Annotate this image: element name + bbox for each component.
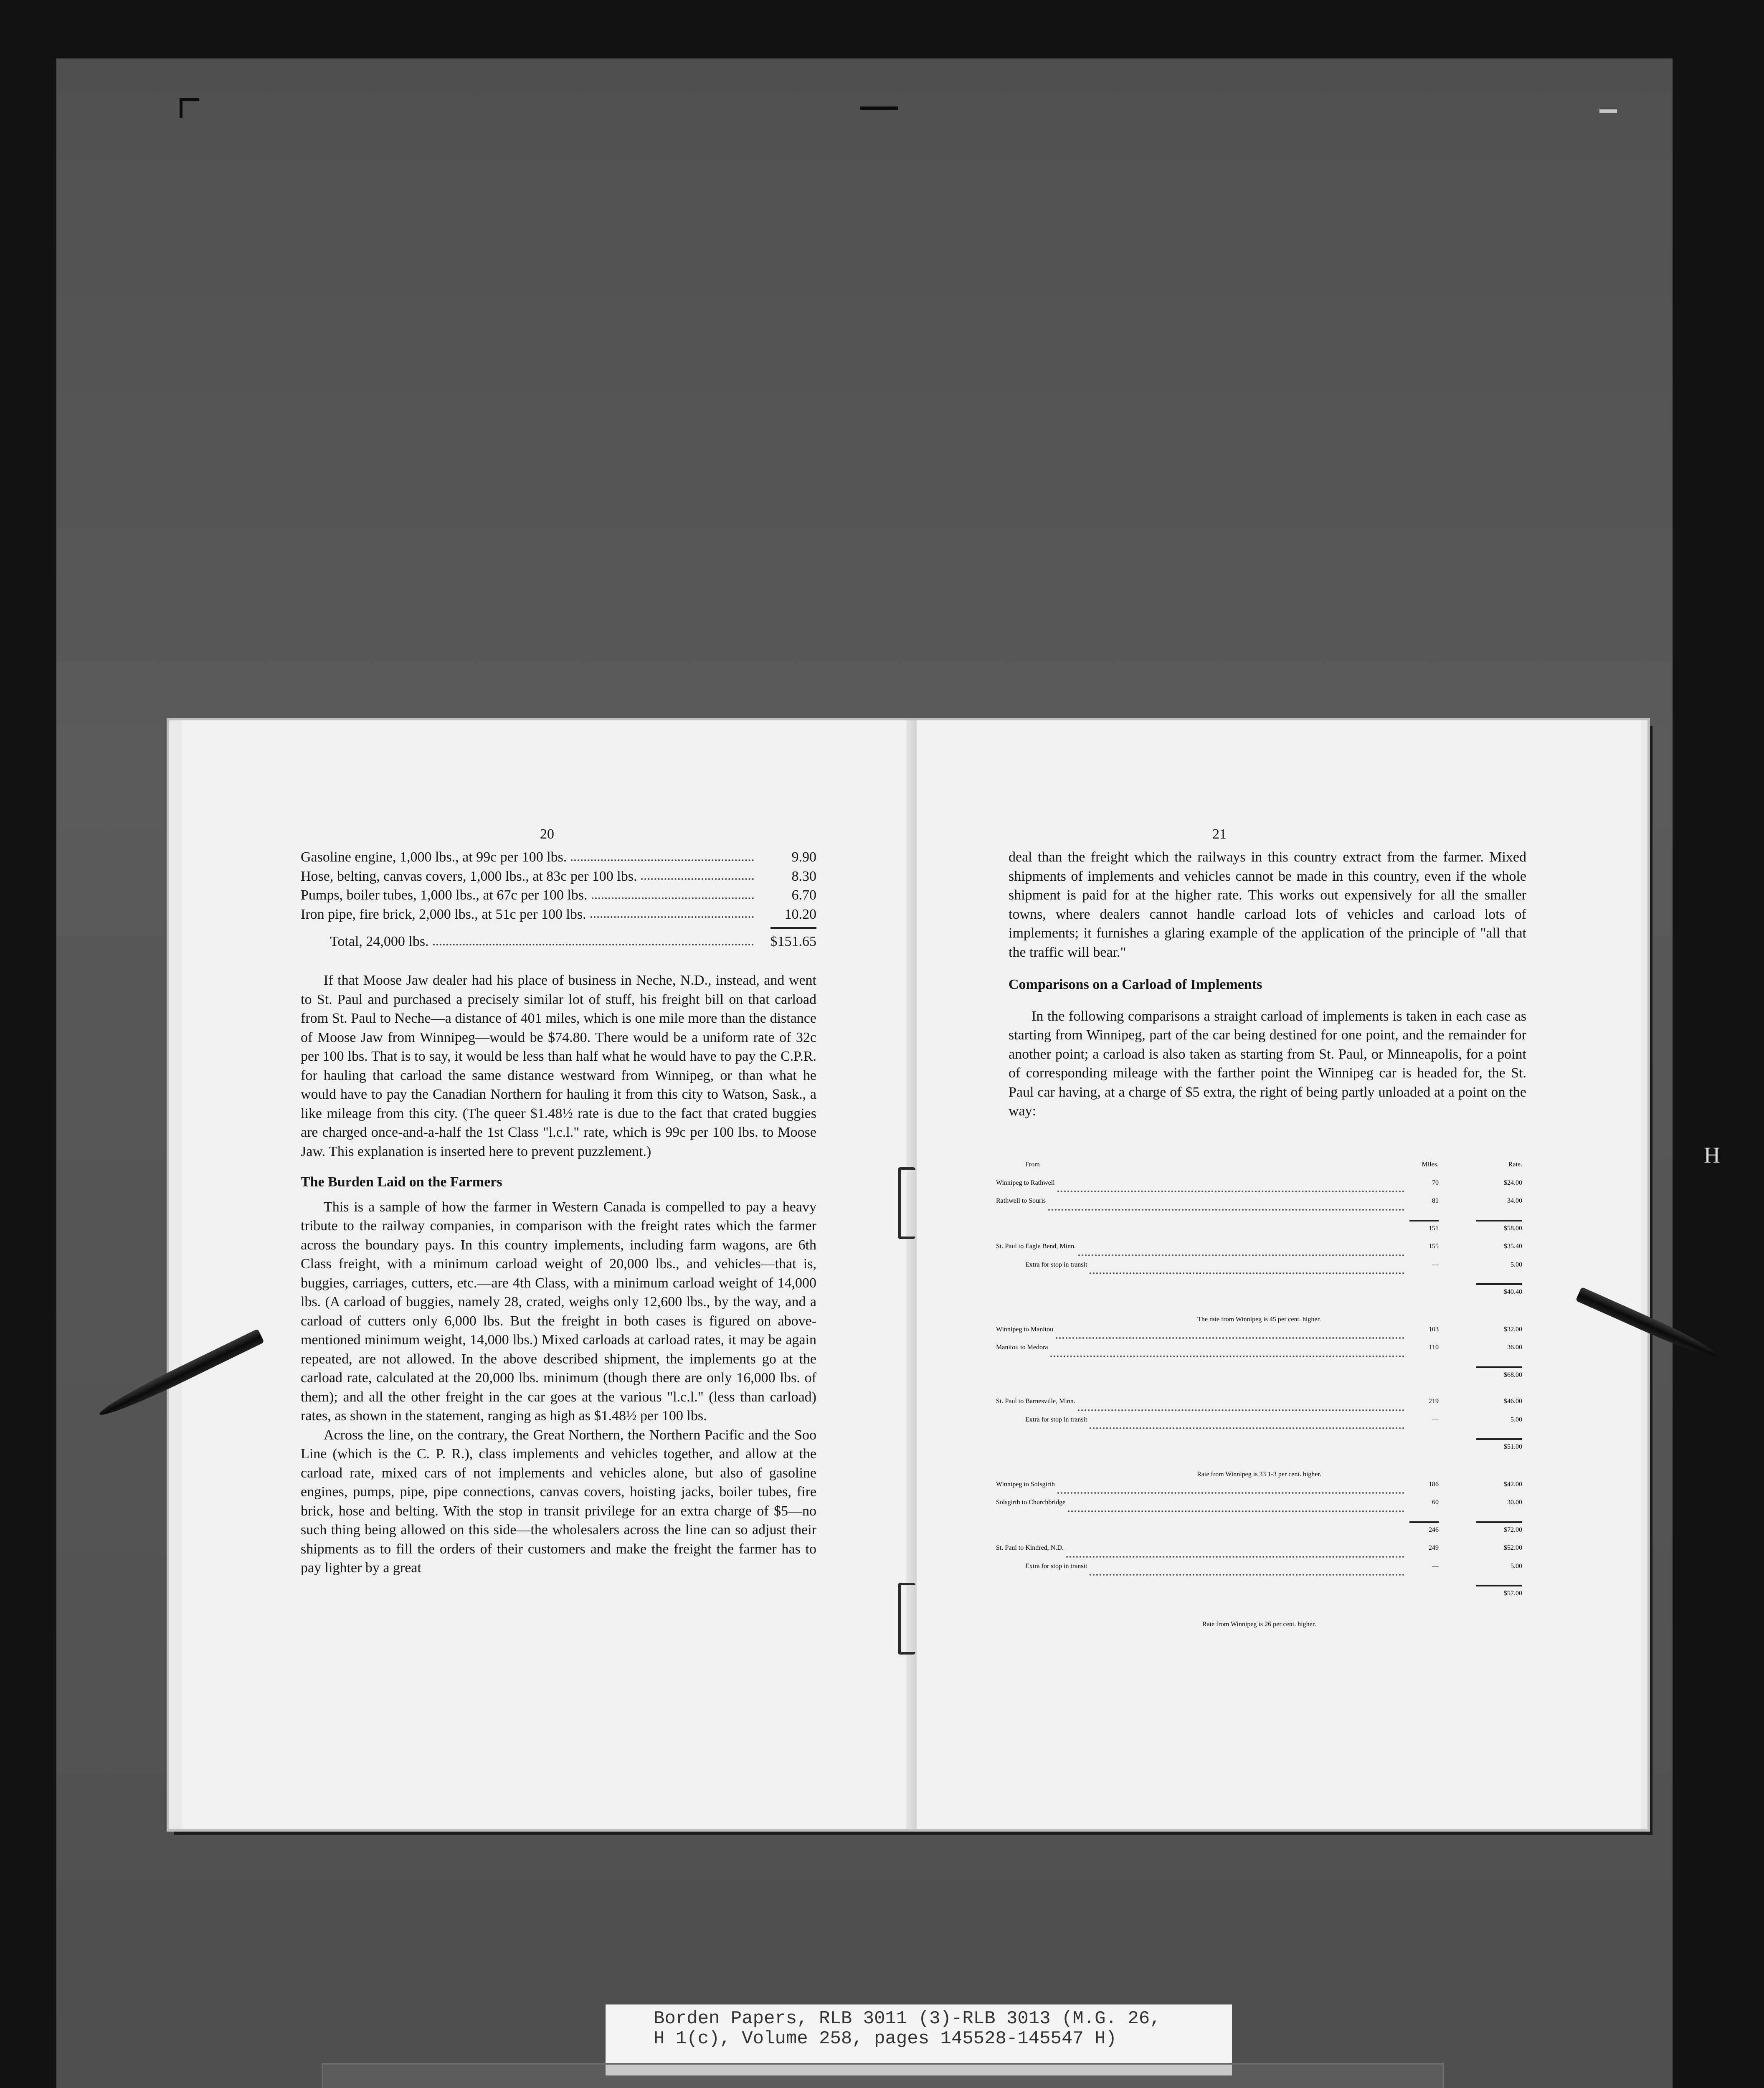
sum-rule <box>996 1279 1522 1288</box>
total-row: $51.00 <box>1504 1443 1522 1450</box>
film-dash-mark <box>860 106 898 110</box>
film-edge-mark <box>1599 109 1617 113</box>
table-row: Winnipeg to Manitou 103 $32.00 <box>996 1326 1522 1344</box>
list-item: Iron pipe, fire brick, 2,000 lbs., at 51c per 100 lbs. 10.20 <box>301 905 816 924</box>
freight-list <box>301 848 816 951</box>
section-heading: Comparisons on a Carload of Implements <box>1009 977 1262 992</box>
rate-note: Rate from Winnipeg is 33 1-3 per cent. higher. <box>1197 1470 1321 1478</box>
sum-rule <box>996 1581 1522 1590</box>
section-heading: The Burden Laid on the Farmers <box>301 1174 502 1190</box>
rate-note: The rate from Winnipeg is 45 per cent. higher. <box>1197 1315 1321 1323</box>
table-row: Extra for stop in transit — 5.00 <box>996 1416 1522 1434</box>
rate-note: Rate from Winnipeg is 26 per cent. higher. <box>1202 1620 1316 1628</box>
page-left <box>182 720 915 1829</box>
margin-mark: H <box>1704 1143 1720 1168</box>
total-row: Total, 24,000 lbs. $151.65 <box>301 932 816 951</box>
sum-rule <box>996 1517 1522 1526</box>
body-text <box>301 971 816 1578</box>
table-row: Rathwell to Souris 81 34.00 <box>996 1197 1522 1216</box>
paragraph: This is a sample of how the farmer in Western Canada is compelled to pay a heavy tribute to the railway companies, in comparison with the freight rates which the farmer across the boundary pays. In this country implements, including farm wagons, are 6th Class freight, with a minimum carload weight of 20,000 lbs., and vehicles—that is, buggies, carriages, cutters, etc.—are 4th Class, with a minimum carload weight of 14,000 lbs. (A carload of buggies, namely 28, crated, weighs only 12,600 lbs., by the way, and a carload of cutters only 6,000 lbs. But the freight in both cases is figured on above-mentioned minimum weight, 14,000 lbs.) Mixed carloads at carload rates, it may be again repeated, are not allowed. In the above described shipment, the implements go at the carload rate, calculated at the 20,000 lbs. minimum (though there are only 16,000 lbs. of them); and all the other freight in the car goes at the various "l.c.l." (less than carload) rates, as shown in the statement, ranging as high as $1.48½ per 100 lbs. <box>301 1199 816 1424</box>
total-row: $57.00 <box>1504 1590 1522 1597</box>
rate-table <box>996 1161 1522 1631</box>
table-row: St. Paul to Eagle Bend, Minn. 155 $35.40 <box>996 1243 1522 1261</box>
page-number: 21 <box>1212 826 1227 842</box>
list-item: Hose, belting, canvas covers, 1,000 lbs., at 83c per 100 lbs. 8.30 <box>301 867 816 886</box>
crop-mark <box>180 98 199 118</box>
page-number: 20 <box>540 826 554 842</box>
paragraph: Across the line, on the contrary, the Great Northern, the Northern Pacific and the Soo Line (which is the C. P. R.), class implements and vehicles together, and allow at the carload rate, mixed cars of not implements and vehicles alone, but also of gasoline engines, pumps, pipe, pipe connections, canvas covers, hoisting jacks, boiler tubes, fire brick, hose and belting. With the stop in transit privilege for an extra charge of $5—no such thing being allowed on this side—the wholesalers across the line can so adjust their shipments as to fill the orders of their customers and make the freight the farmer has to pay lighter by a great <box>301 1427 816 1576</box>
table-header: From Miles. Rate. <box>1025 1161 1522 1168</box>
reference-label: Borden Papers, RLB 3011 (3)-RLB 3013 (M.G. 26, H 1(c), Volume 258, pages 145528-145547 H) <box>606 2004 1232 2075</box>
paragraph: deal than the freight which the railways in this country extract from the farmer. Mixed shipments of implements and vehicles cannot be made in this country, even if the whole shipment is paid for at the higher rate. This works out expensively for all the smaller towns, where dealers cannot handle carload lots of vehicles and carload lots of implements; it furnishes a glaring example of the application of the principle of "all that the traffic will bear." <box>1009 849 1526 960</box>
staple <box>898 1583 915 1655</box>
total-row: 246 $72.00 <box>1429 1526 1522 1533</box>
sum-rule <box>996 1434 1522 1443</box>
table-row: Extra for stop in transit — 5.00 <box>996 1563 1522 1581</box>
table-row: St. Paul to Kindred, N.D. 249 $52.00 <box>996 1544 1522 1563</box>
body-text <box>1009 848 1526 1121</box>
staple <box>898 1167 915 1239</box>
paragraph: In the following comparisons a straight carload of implements is taken in each case as starting from Winnipeg, part of the car being destined for one point, and the remainder for another point; a carload is also taken as starting from St. Paul, or Minneapolis, for a point of corresponding mileage with the farther point the Winnipeg car is headed for, the St. Paul car having, at a charge of $5 extra, the right of being partly unloaded at a point on the way: <box>1009 1008 1526 1119</box>
total-row: $68.00 <box>1504 1371 1522 1378</box>
table-row: St. Paul to Barnesville, Minn. 219 $46.00 <box>996 1398 1522 1416</box>
table-row: Manitou to Medora 110 36.00 <box>996 1344 1522 1362</box>
sum-rule <box>770 927 816 929</box>
total-row: $40.40 <box>1504 1288 1522 1295</box>
sum-rule <box>996 1362 1522 1371</box>
table-row: Winnipeg to Solsgirth 186 $42.00 <box>996 1481 1522 1499</box>
paragraph: If that Moose Jaw dealer had his place of business in Neche, N.D., instead, and went to St. Paul and purchased a precisely similar lot of stuff, his freight bill on that carload from St. Paul to Neche—a distance of 401 miles, which is one mile more than the distance of Moose Jaw from Winnipeg—would be $74.80. There would be a uniform rate of 32c per 100 lbs. That is to say, it would be less than half what he would have to pay the C.P.R. for hauling that carload the same distance westward from Winnipeg, or than what he would have to pay the Canadian Northern for hauling it from this city to Watson, Sask., a like mileage from this city. (The queer $1.48½ rate is due to the fact that crated buggies are charged once-and-a-half the 1st Class "l.c.l." rate, which is 99c per 100 lbs. to Moose Jaw. This explanation is inserted here to prevent puzzlement.) <box>301 973 816 1159</box>
table-row: Solsgirth to Churchbridge 60 30.00 <box>996 1499 1522 1517</box>
table-row: Winnipeg to Rathwell 70 $24.00 <box>996 1179 1522 1198</box>
total-row: 151 $58.00 <box>1429 1224 1522 1232</box>
list-item: Gasoline engine, 1,000 lbs., at 99c per 100 lbs. 9.90 <box>301 848 816 867</box>
tape-overlay <box>322 2063 1444 2088</box>
table-row: Extra for stop in transit — 5.00 <box>996 1261 1522 1280</box>
list-item: Pumps, boiler tubes, 1,000 lbs., at 67c per 100 lbs. 6.70 <box>301 886 816 905</box>
sum-rule <box>996 1216 1522 1225</box>
